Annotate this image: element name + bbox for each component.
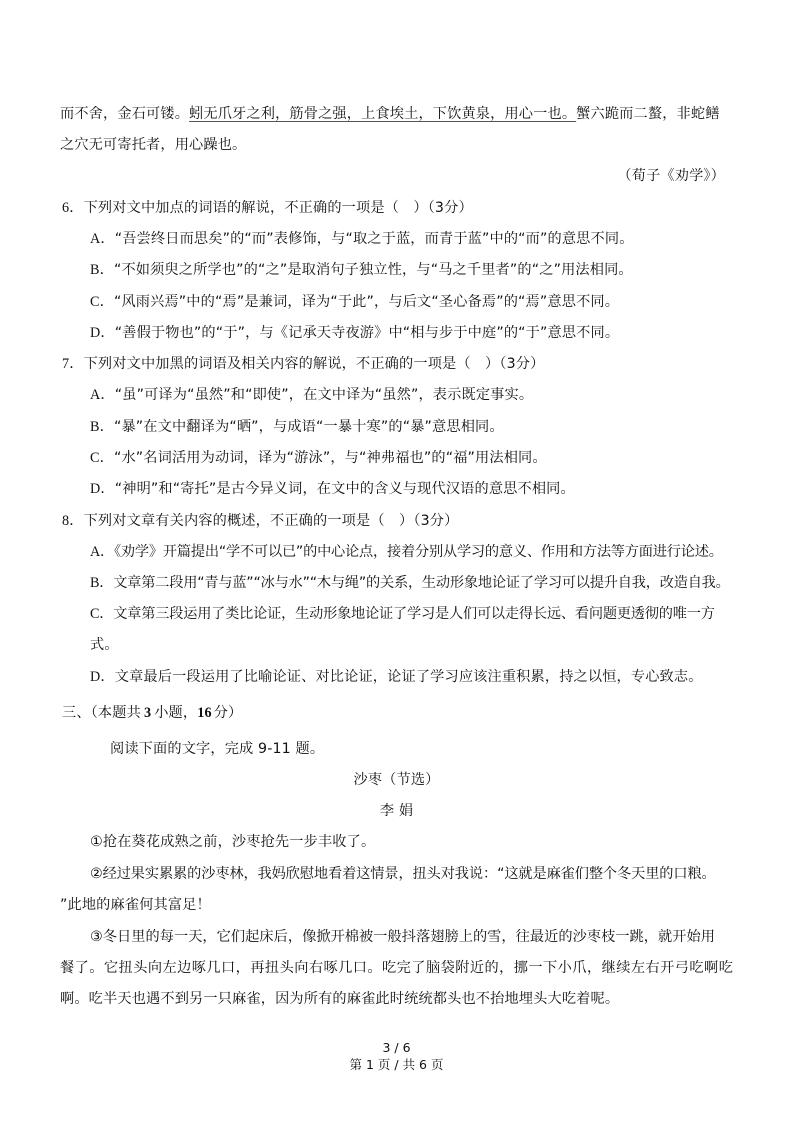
option-label: D． [90, 669, 115, 685]
question-count: 3 [143, 705, 152, 721]
option-label: C． [90, 450, 114, 466]
heading-text: 小题， [154, 705, 198, 721]
option-text: “风雨兴焉”中的“焉”是兼词，译为“于此”，与后文“圣心备焉”的“焉”意思不同。 [113, 294, 620, 310]
section-3-heading [62, 703, 242, 723]
question-7-stem [62, 354, 544, 374]
option-label: C． [90, 294, 114, 310]
article-paragraph-2-continued: ”此地的麻雀何其富足！ [60, 897, 211, 913]
article-paragraph-3-line-3: 啊。吃半天也遇不到另一只麻雀，因为所有的麻雀此时统统都头也不抬地埋头大吃着呢。 [60, 991, 620, 1007]
passage-source: （荀子《劝学》） [617, 168, 725, 184]
option-text: “神明”和“寄托”是古今异义词，在文中的含义与现代汉语的意思不相同。 [114, 481, 575, 497]
question-7-option-c [90, 448, 547, 468]
passage-line-2: 之穴无可寄托者，用心躁也。 [60, 137, 247, 153]
reading-instruction: 阅读下面的文字，完成 9-11 题。 [110, 741, 325, 757]
article-author: 李 娟 [379, 803, 414, 819]
question-7-option-d [90, 479, 575, 499]
option-label: D． [90, 481, 115, 497]
option-label: B． [90, 419, 114, 435]
question-8-option-a [90, 542, 723, 562]
total-score: 16 [197, 705, 212, 721]
question-number: 7． [62, 356, 84, 372]
option-label: A． [90, 231, 115, 247]
option-text: 《劝学》开篇提出“学不可以已”的中心论点，接着分别从学习的意义、作用和方法等方面进行论述。 [114, 544, 723, 560]
heading-text: 三、（本题共 [62, 705, 141, 721]
option-label: B． [90, 575, 114, 591]
question-7-option-b [90, 417, 504, 437]
page-fraction: 3 / 6 [382, 1040, 411, 1055]
option-label: B． [90, 262, 114, 278]
question-8-stem [62, 511, 458, 531]
question-stem: 下列对文章有关内容的概述，不正确的一项是（ ）（3分） [83, 513, 459, 529]
article-paragraph-3: ③冬日里的每一天，它们起床后，像掀开棉被一般抖落翅膀上的雪，往最近的沙枣枝一跳，就开始用 [90, 929, 715, 945]
page-number-label: 第 1 页 / 共 6 页 [349, 1057, 444, 1072]
question-6-option-c [90, 292, 619, 312]
heading-text: 分） [213, 705, 243, 721]
passage-text: 而不舍，金石可镂。 [60, 106, 190, 122]
option-text: 文章第二段用“青与蓝”“冰与水”“木与绳”的关系，生动形象地论证了学习可以提升自我，改造自我。 [113, 575, 730, 591]
option-text: “水”名词活用为动词，译为“游泳”，与“神弗福也”的“福”用法相同。 [113, 450, 547, 466]
question-6-option-d [90, 323, 619, 343]
underlined-sentence: 蚓无爪牙之利，筋骨之强，上食埃土，下饮黄泉，用心一也。 [189, 106, 577, 122]
option-label: C． [90, 606, 114, 622]
question-6-option-b [90, 260, 633, 280]
question-8-option-c [90, 604, 715, 624]
option-text: “吾尝终日而思矣”的“而”表修饰，与“取之于蓝，而青于蓝”中的“而”的意思不同。 [114, 231, 634, 247]
article-paragraph-1: ①抢在葵花成熟之前，沙枣抢先一步丰收了。 [90, 834, 376, 850]
question-6-stem [62, 198, 473, 218]
question-8-option-c-continued: 式。 [90, 637, 119, 653]
question-stem: 下列对文中加黑的词语及相关内容的解说，不正确的一项是（ ）（3分） [83, 356, 545, 372]
option-text: “不如须臾之所学也”的“之”是取消句子独立性，与“马之千里者”的“之”用法相同。 [113, 262, 633, 278]
article-paragraph-2: ②经过果实累累的沙枣林，我妈欣慰地看着这情景，扭头对我说：“这就是麻雀们整个冬天里的口粮。 [90, 866, 716, 882]
passage-text: 蟹六跪而二螯，非蛇鳝 [576, 106, 720, 122]
question-6-option-a [90, 229, 634, 249]
option-text: “虽”可译为“虽然”和“即使”，在文中译为“虽然”，表示既定事实。 [114, 387, 534, 403]
question-number: 8． [62, 513, 84, 529]
option-text: “暴”在文中翻译为“晒”，与成语“一暴十寒”的“暴”意思相同。 [113, 419, 504, 435]
question-8-option-b [90, 573, 730, 593]
question-8-option-d [90, 667, 703, 687]
question-number: 6． [62, 200, 84, 216]
question-7-option-a [90, 385, 533, 405]
option-label: D． [90, 325, 115, 341]
option-text: “善假于物也”的“于”，与《记承天寺夜游》中“相与步于中庭”的“于”意思不同。 [114, 325, 620, 341]
article-title: 沙枣（节选） [353, 772, 440, 788]
option-label: A． [90, 387, 115, 403]
article-paragraph-3-line-2: 餐了。它扭头向左边啄几口，再扭头向右啄几口。吃完了脑袋附近的，挪一下小爪，继续左右开弓吃啊吃 [60, 960, 734, 976]
option-label: A． [90, 544, 115, 560]
passage-line-1 [60, 104, 720, 124]
question-stem: 下列对文中加点的词语的解说，不正确的一项是（ ）（3分） [83, 200, 473, 216]
option-text: 文章第三段运用了类比论证，生动形象地论证了学习是人们可以走得长远、看问题更透彻的唯一方 [113, 606, 715, 622]
option-text: 文章最后一段运用了比喻论证、对比论证，论证了学习应该注重积累，持之以恒，专心致志。 [114, 669, 703, 685]
